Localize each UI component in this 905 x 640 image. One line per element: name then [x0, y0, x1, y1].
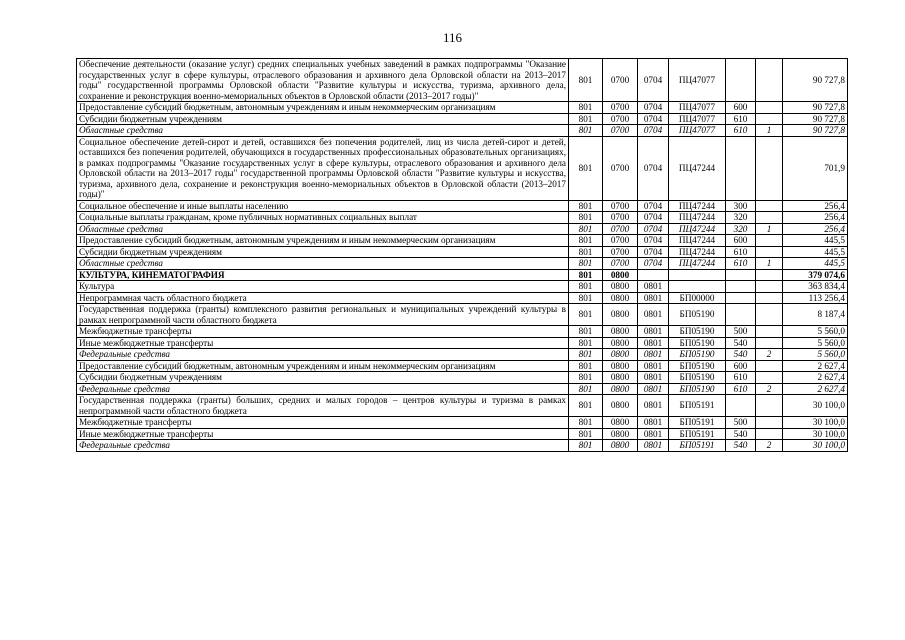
- funding-source-code: [756, 200, 783, 212]
- target-article-code: ПЦ47244: [669, 246, 726, 258]
- ministry-code: 801: [569, 223, 603, 235]
- amount: 256,4: [783, 200, 848, 212]
- section-code: 0700: [603, 223, 638, 235]
- funding-source-code: [756, 326, 783, 338]
- funding-source-code: [756, 372, 783, 384]
- ministry-code: 801: [569, 417, 603, 429]
- amount: 256,4: [783, 212, 848, 224]
- ministry-code: 801: [569, 337, 603, 349]
- amount: 90 727,8: [783, 102, 848, 114]
- subsection-code: 0801: [638, 395, 669, 417]
- subsection-code: 0704: [638, 59, 669, 102]
- amount: 445,5: [783, 246, 848, 258]
- ministry-code: 801: [569, 59, 603, 102]
- target-article-code: БП05191: [669, 428, 726, 440]
- target-article-code: БП00000: [669, 292, 726, 304]
- ministry-code: 801: [569, 212, 603, 224]
- section-code: 0700: [603, 200, 638, 212]
- section-code: 0700: [603, 113, 638, 125]
- ministry-code: 801: [569, 292, 603, 304]
- funding-source-code: 2: [756, 349, 783, 361]
- funding-source-code: [756, 113, 783, 125]
- subsection-code: 0801: [638, 304, 669, 326]
- expense-type-code: [726, 136, 756, 200]
- row-name: Федеральные средства: [77, 383, 569, 395]
- section-code: 0800: [603, 440, 638, 452]
- amount: 2 627,4: [783, 383, 848, 395]
- section-code: 0700: [603, 136, 638, 200]
- ministry-code: 801: [569, 269, 603, 281]
- target-article-code: БП05190: [669, 326, 726, 338]
- ministry-code: 801: [569, 304, 603, 326]
- amount: 379 074,6: [783, 269, 848, 281]
- ministry-code: 801: [569, 440, 603, 452]
- table-row: [77, 440, 848, 452]
- section-code: 0700: [603, 102, 638, 114]
- expense-type-code: 300: [726, 200, 756, 212]
- table-row: [77, 349, 848, 361]
- funding-source-code: [756, 269, 783, 281]
- row-name: Иные межбюджетные трансферты: [77, 337, 569, 349]
- expense-type-code: 540: [726, 349, 756, 361]
- budget-table: [76, 58, 848, 452]
- subsection-code: 0801: [638, 281, 669, 293]
- table-row: [77, 326, 848, 338]
- ministry-code: 801: [569, 200, 603, 212]
- section-code: 0700: [603, 235, 638, 247]
- table-row: [77, 125, 848, 137]
- target-article-code: БП05190: [669, 372, 726, 384]
- funding-source-code: [756, 428, 783, 440]
- row-name: КУЛЬТУРА, КИНЕМАТОГРАФИЯ: [77, 269, 569, 281]
- row-name: Государственная поддержка (гранты) больших, средних и малых городов – центров культуры и туризма в рамках непрограммной части областного бюджета: [77, 395, 569, 417]
- ministry-code: 801: [569, 372, 603, 384]
- ministry-code: 801: [569, 360, 603, 372]
- target-article-code: ПЦ47244: [669, 212, 726, 224]
- funding-source-code: [756, 292, 783, 304]
- row-name: Культура: [77, 281, 569, 293]
- target-article-code: ПЦ47077: [669, 102, 726, 114]
- section-code: 0800: [603, 269, 638, 281]
- table-row: [77, 235, 848, 247]
- ministry-code: 801: [569, 125, 603, 137]
- section-code: 0800: [603, 304, 638, 326]
- ministry-code: 801: [569, 326, 603, 338]
- row-name: Субсидии бюджетным учреждениям: [77, 372, 569, 384]
- amount: 30 100,0: [783, 428, 848, 440]
- funding-source-code: 1: [756, 125, 783, 137]
- amount: 5 560,0: [783, 326, 848, 338]
- table-row: [77, 223, 848, 235]
- expense-type-code: 320: [726, 212, 756, 224]
- subsection-code: 0801: [638, 417, 669, 429]
- subsection-code: 0801: [638, 383, 669, 395]
- section-code: 0800: [603, 428, 638, 440]
- subsection-code: 0704: [638, 102, 669, 114]
- amount: 2 627,4: [783, 360, 848, 372]
- subsection-code: 0704: [638, 223, 669, 235]
- amount: 90 727,8: [783, 59, 848, 102]
- expense-type-code: 610: [726, 113, 756, 125]
- funding-source-code: [756, 395, 783, 417]
- table-row: [77, 360, 848, 372]
- amount: 256,4: [783, 223, 848, 235]
- row-name: Субсидии бюджетным учреждениям: [77, 113, 569, 125]
- table-row: [77, 136, 848, 200]
- table-row: [77, 281, 848, 293]
- amount: 8 187,4: [783, 304, 848, 326]
- target-article-code: БП05190: [669, 349, 726, 361]
- ministry-code: 801: [569, 281, 603, 293]
- table-row: [77, 212, 848, 224]
- section-code: 0800: [603, 337, 638, 349]
- amount: 363 834,4: [783, 281, 848, 293]
- table-row: [77, 200, 848, 212]
- amount: 30 100,0: [783, 440, 848, 452]
- subsection-code: 0704: [638, 136, 669, 200]
- ministry-code: 801: [569, 383, 603, 395]
- expense-type-code: 320: [726, 223, 756, 235]
- subsection-code: 0704: [638, 200, 669, 212]
- ministry-code: 801: [569, 136, 603, 200]
- target-article-code: [669, 281, 726, 293]
- target-article-code: ПЦ47244: [669, 235, 726, 247]
- target-article-code: БП05190: [669, 360, 726, 372]
- ministry-code: 801: [569, 113, 603, 125]
- subsection-code: 0801: [638, 360, 669, 372]
- amount: 2 627,4: [783, 372, 848, 384]
- target-article-code: ПЦ47244: [669, 136, 726, 200]
- subsection-code: 0801: [638, 349, 669, 361]
- section-code: 0800: [603, 326, 638, 338]
- section-code: 0700: [603, 125, 638, 137]
- row-name: Областные средства: [77, 258, 569, 270]
- row-name: Государственная поддержка (гранты) комплексного развития региональных и муниципальных учреждений культуры в рамках непрограммной части областного бюджета: [77, 304, 569, 326]
- expense-type-code: 540: [726, 440, 756, 452]
- subsection-code: 0801: [638, 337, 669, 349]
- funding-source-code: [756, 281, 783, 293]
- ministry-code: 801: [569, 428, 603, 440]
- amount: 30 100,0: [783, 395, 848, 417]
- section-code: 0700: [603, 212, 638, 224]
- row-name: Иные межбюджетные трансферты: [77, 428, 569, 440]
- table-row: [77, 337, 848, 349]
- amount: 701,9: [783, 136, 848, 200]
- amount: 445,5: [783, 235, 848, 247]
- target-article-code: ПЦ47077: [669, 125, 726, 137]
- subsection-code: [638, 269, 669, 281]
- target-article-code: БП05190: [669, 337, 726, 349]
- row-name: Обеспечение деятельности (оказание услуг) средних специальных учебных заведений в рамках подпрограммы "Оказание государственных услуг в сфере культуры, отраслевого образования и архивного дела Орловской области на 2013–2017 годы" государственной программы Орловской области "Развитие культуры и искусства, туризма, архивного дела, сохранение и реконструкция военно-мемориальных объектов в Орловской области (2013–2017 годы)": [77, 59, 569, 102]
- ministry-code: 801: [569, 102, 603, 114]
- table-row: [77, 395, 848, 417]
- ministry-code: 801: [569, 258, 603, 270]
- expense-type-code: [726, 59, 756, 102]
- funding-source-code: [756, 235, 783, 247]
- section-code: 0800: [603, 417, 638, 429]
- funding-source-code: [756, 417, 783, 429]
- row-name: Непрограммная часть областного бюджета: [77, 292, 569, 304]
- row-name: Субсидии бюджетным учреждениям: [77, 246, 569, 258]
- target-article-code: ПЦ47077: [669, 113, 726, 125]
- target-article-code: ПЦ47244: [669, 258, 726, 270]
- table-row: [77, 59, 848, 102]
- subsection-code: 0801: [638, 292, 669, 304]
- subsection-code: 0801: [638, 428, 669, 440]
- expense-type-code: [726, 292, 756, 304]
- amount: 90 727,8: [783, 113, 848, 125]
- expense-type-code: 600: [726, 235, 756, 247]
- section-code: 0800: [603, 349, 638, 361]
- funding-source-code: [756, 246, 783, 258]
- funding-source-code: [756, 59, 783, 102]
- expense-type-code: 610: [726, 246, 756, 258]
- ministry-code: 801: [569, 235, 603, 247]
- table-row: [77, 269, 848, 281]
- section-code: 0700: [603, 59, 638, 102]
- expense-type-code: 610: [726, 125, 756, 137]
- section-code: 0800: [603, 383, 638, 395]
- section-code: 0700: [603, 246, 638, 258]
- funding-source-code: 2: [756, 440, 783, 452]
- row-name: Областные средства: [77, 223, 569, 235]
- expense-type-code: 500: [726, 417, 756, 429]
- target-article-code: БП05190: [669, 304, 726, 326]
- table-row: [77, 383, 848, 395]
- expense-type-code: 540: [726, 428, 756, 440]
- funding-source-code: 2: [756, 383, 783, 395]
- row-name: Межбюджетные трансферты: [77, 417, 569, 429]
- target-article-code: БП05190: [669, 383, 726, 395]
- funding-source-code: [756, 102, 783, 114]
- target-article-code: БП05191: [669, 440, 726, 452]
- section-code: 0800: [603, 372, 638, 384]
- row-name: Федеральные средства: [77, 440, 569, 452]
- funding-source-code: [756, 304, 783, 326]
- amount: 30 100,0: [783, 417, 848, 429]
- subsection-code: 0704: [638, 246, 669, 258]
- expense-type-code: 610: [726, 383, 756, 395]
- section-code: 0800: [603, 395, 638, 417]
- table-row: [77, 292, 848, 304]
- funding-source-code: [756, 337, 783, 349]
- funding-source-code: [756, 360, 783, 372]
- expense-type-code: 600: [726, 102, 756, 114]
- subsection-code: 0704: [638, 212, 669, 224]
- expense-type-code: [726, 304, 756, 326]
- table-row: [77, 372, 848, 384]
- table-row: [77, 246, 848, 258]
- ministry-code: 801: [569, 246, 603, 258]
- amount: 5 560,0: [783, 349, 848, 361]
- table-row: [77, 102, 848, 114]
- row-name: Федеральные средства: [77, 349, 569, 361]
- funding-source-code: 1: [756, 223, 783, 235]
- row-name: Предоставление субсидий бюджетным, автономным учреждениям и иным некоммерческим организациям: [77, 360, 569, 372]
- row-name: Межбюджетные трансферты: [77, 326, 569, 338]
- expense-type-code: [726, 269, 756, 281]
- subsection-code: 0801: [638, 440, 669, 452]
- section-code: 0800: [603, 281, 638, 293]
- amount: 90 727,8: [783, 125, 848, 137]
- table-row: [77, 428, 848, 440]
- section-code: 0700: [603, 258, 638, 270]
- ministry-code: 801: [569, 395, 603, 417]
- subsection-code: 0801: [638, 372, 669, 384]
- funding-source-code: 1: [756, 258, 783, 270]
- section-code: 0800: [603, 292, 638, 304]
- amount: 5 560,0: [783, 337, 848, 349]
- expense-type-code: [726, 281, 756, 293]
- target-article-code: ПЦ47244: [669, 200, 726, 212]
- expense-type-code: [726, 395, 756, 417]
- page-number: 116: [442, 30, 463, 45]
- expense-type-code: 600: [726, 360, 756, 372]
- target-article-code: ПЦ47077: [669, 59, 726, 102]
- expense-type-code: 610: [726, 372, 756, 384]
- target-article-code: БП05191: [669, 395, 726, 417]
- subsection-code: 0704: [638, 258, 669, 270]
- expense-type-code: 500: [726, 326, 756, 338]
- row-name: Предоставление субсидий бюджетным, автономным учреждениям и иным некоммерческим организациям: [77, 102, 569, 114]
- amount: 113 256,4: [783, 292, 848, 304]
- subsection-code: 0704: [638, 113, 669, 125]
- row-name: Предоставление субсидий бюджетным, автономным учреждениям и иным некоммерческим организациям: [77, 235, 569, 247]
- section-code: 0800: [603, 360, 638, 372]
- table-row: [77, 417, 848, 429]
- row-name: Областные средства: [77, 125, 569, 137]
- table-row: [77, 258, 848, 270]
- row-name: Социальное обеспечение детей-сирот и детей, оставшихся без попечения родителей, лиц из числа детей-сирот и детей, оставшихся без попечения родителей, обучающихся в государственных профессиональных образовательных организациях, в рамках подпрограммы "Оказание государственных услуг в сфере культуры, отраслевого образования и архивного дела Орловской области на 2013–2017 годы" государственной программы Орловской области "Развитие культуры и искусства, туризма, архивного дела, сохранение и реконструкция военно-мемориальных объектов в Орловской области (2013–2017 годы)": [77, 136, 569, 200]
- row-name: Социальное обеспечение и иные выплаты населению: [77, 200, 569, 212]
- table-row: [77, 304, 848, 326]
- subsection-code: 0704: [638, 125, 669, 137]
- subsection-code: 0801: [638, 326, 669, 338]
- amount: 445,5: [783, 258, 848, 270]
- subsection-code: 0704: [638, 235, 669, 247]
- funding-source-code: [756, 136, 783, 200]
- target-article-code: [669, 269, 726, 281]
- expense-type-code: 610: [726, 258, 756, 270]
- target-article-code: БП05191: [669, 417, 726, 429]
- ministry-code: 801: [569, 349, 603, 361]
- table-row: [77, 113, 848, 125]
- funding-source-code: [756, 212, 783, 224]
- expense-type-code: 540: [726, 337, 756, 349]
- row-name: Социальные выплаты гражданам, кроме публичных нормативных социальных выплат: [77, 212, 569, 224]
- target-article-code: ПЦ47244: [669, 223, 726, 235]
